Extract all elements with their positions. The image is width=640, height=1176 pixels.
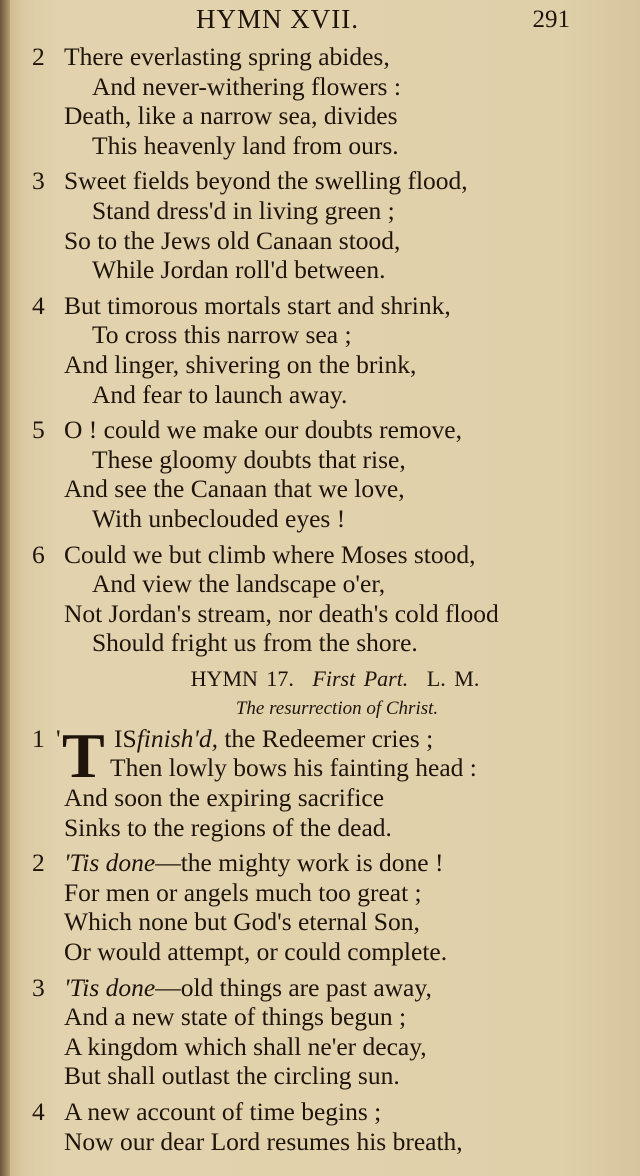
verse-line: Which none but God's eternal Son, xyxy=(64,907,420,937)
italic-lead: 'Tis done xyxy=(64,848,156,878)
verse-line xyxy=(0,848,640,878)
verse-number: 5 xyxy=(32,415,45,445)
verse-6 xyxy=(0,540,640,658)
verse-line: And never-withering flowers : xyxy=(92,71,401,101)
line-rest: the Redeemer cries ; xyxy=(217,723,434,753)
verse-number: 3 xyxy=(32,166,45,196)
verse-line xyxy=(0,973,640,1003)
verse-line: And soon the expiring sacrifice xyxy=(64,783,385,813)
line-rest: —old things are past away, xyxy=(155,972,432,1002)
verse-line xyxy=(0,1097,640,1127)
verse-line: And fear to launch away. xyxy=(92,379,348,409)
apostrophe: ' xyxy=(56,723,61,753)
verse-line: Death, like a narrow sea, divides xyxy=(64,101,398,131)
verse-line-text: Sweet fields beyond the swelling flood, xyxy=(64,166,468,196)
verse-line: And a new state of things begun ; xyxy=(64,1002,407,1032)
verse-line: A kingdom which shall ne'er decay, xyxy=(64,1031,427,1061)
verse-line: Stand dress'd in living green ; xyxy=(92,195,395,225)
page-number: 291 xyxy=(532,6,570,33)
italic-word: finish'd, xyxy=(136,723,218,753)
verse-2 xyxy=(0,42,640,160)
verse-3 xyxy=(0,166,640,284)
verse-line: And view the landscape o'er, xyxy=(92,569,386,599)
page-body xyxy=(0,42,640,1156)
verse-line: So to the Jews old Canaan stood, xyxy=(64,225,401,255)
verse-line xyxy=(0,724,640,754)
small-caps-text: IS xyxy=(114,723,137,753)
verse-number: 4 xyxy=(32,290,45,320)
verse-line: Sinks to the regions of the dead. xyxy=(64,812,392,842)
verse-number: 2 xyxy=(32,42,45,71)
italic-lead: 'Tis done xyxy=(64,972,156,1002)
verse-number: 6 xyxy=(32,539,45,569)
verse-5 xyxy=(0,415,640,533)
verse-line-text: Could we but climb where Moses stood, xyxy=(64,539,476,569)
verse-line: Not Jordan's stream, nor death's cold flood xyxy=(64,598,499,628)
hymn-verse-4 xyxy=(0,1097,640,1156)
running-head: HYMN XVII. xyxy=(196,4,359,34)
drop-cap-letter: T xyxy=(62,719,105,791)
verse-line: For men or angels much too great ; xyxy=(64,877,422,907)
hymn-verse-3 xyxy=(0,973,640,1091)
verse-line xyxy=(0,42,640,72)
verse-line: Should fright us from the shore. xyxy=(92,628,418,658)
verse-line xyxy=(0,291,640,321)
verse-line: To cross this narrow sea ; xyxy=(92,320,352,350)
verse-line-text: There everlasting spring abides, xyxy=(64,42,390,71)
verse-number: 1 xyxy=(32,723,45,753)
page-header xyxy=(0,4,640,38)
verse-number: 2 xyxy=(32,848,45,878)
verse-line-text: But timorous mortals start and shrink, xyxy=(64,290,451,320)
verse-line: These gloomy doubts that rise, xyxy=(92,444,406,474)
verse-number: 4 xyxy=(32,1097,45,1126)
verse-line: But shall outlast the circling sun. xyxy=(64,1061,400,1091)
verse-line: Then lowly bows his fainting head : xyxy=(110,753,477,783)
hymn-verse-2 xyxy=(0,848,640,966)
verse-line: While Jordan roll'd between. xyxy=(92,255,386,285)
verse-line-text: A new account of time begins ; xyxy=(64,1097,382,1126)
verse-line xyxy=(0,415,640,445)
hymn-part: First Part. xyxy=(312,665,409,691)
verse-line xyxy=(0,540,640,570)
verse-line: And linger, shivering on the brink, xyxy=(64,349,417,379)
verse-line: Or would attempt, or could complete. xyxy=(64,937,448,967)
hymn-verse-1 xyxy=(0,719,640,842)
verse-line-text: O ! could we make our doubts remove, xyxy=(64,415,462,445)
hymn-title xyxy=(0,662,640,696)
verse-line: And see the Canaan that we love, xyxy=(64,474,405,504)
verse-number: 3 xyxy=(32,972,45,1002)
verse-line: This heavenly land from ours. xyxy=(92,130,399,160)
verse-line: Now our dear Lord resumes his breath, xyxy=(64,1126,463,1156)
line-rest: —the mighty work is done ! xyxy=(155,848,444,878)
hymn-meter: L. M. xyxy=(426,665,480,691)
verse-line-text xyxy=(0,724,433,754)
verse-4 xyxy=(0,291,640,409)
hymn-subtitle: The resurrection of Christ. xyxy=(235,697,439,719)
verse-line: With unbeclouded eyes ! xyxy=(92,503,346,533)
hymn-number: HYMN 17. xyxy=(190,665,294,691)
verse-line xyxy=(0,166,640,196)
